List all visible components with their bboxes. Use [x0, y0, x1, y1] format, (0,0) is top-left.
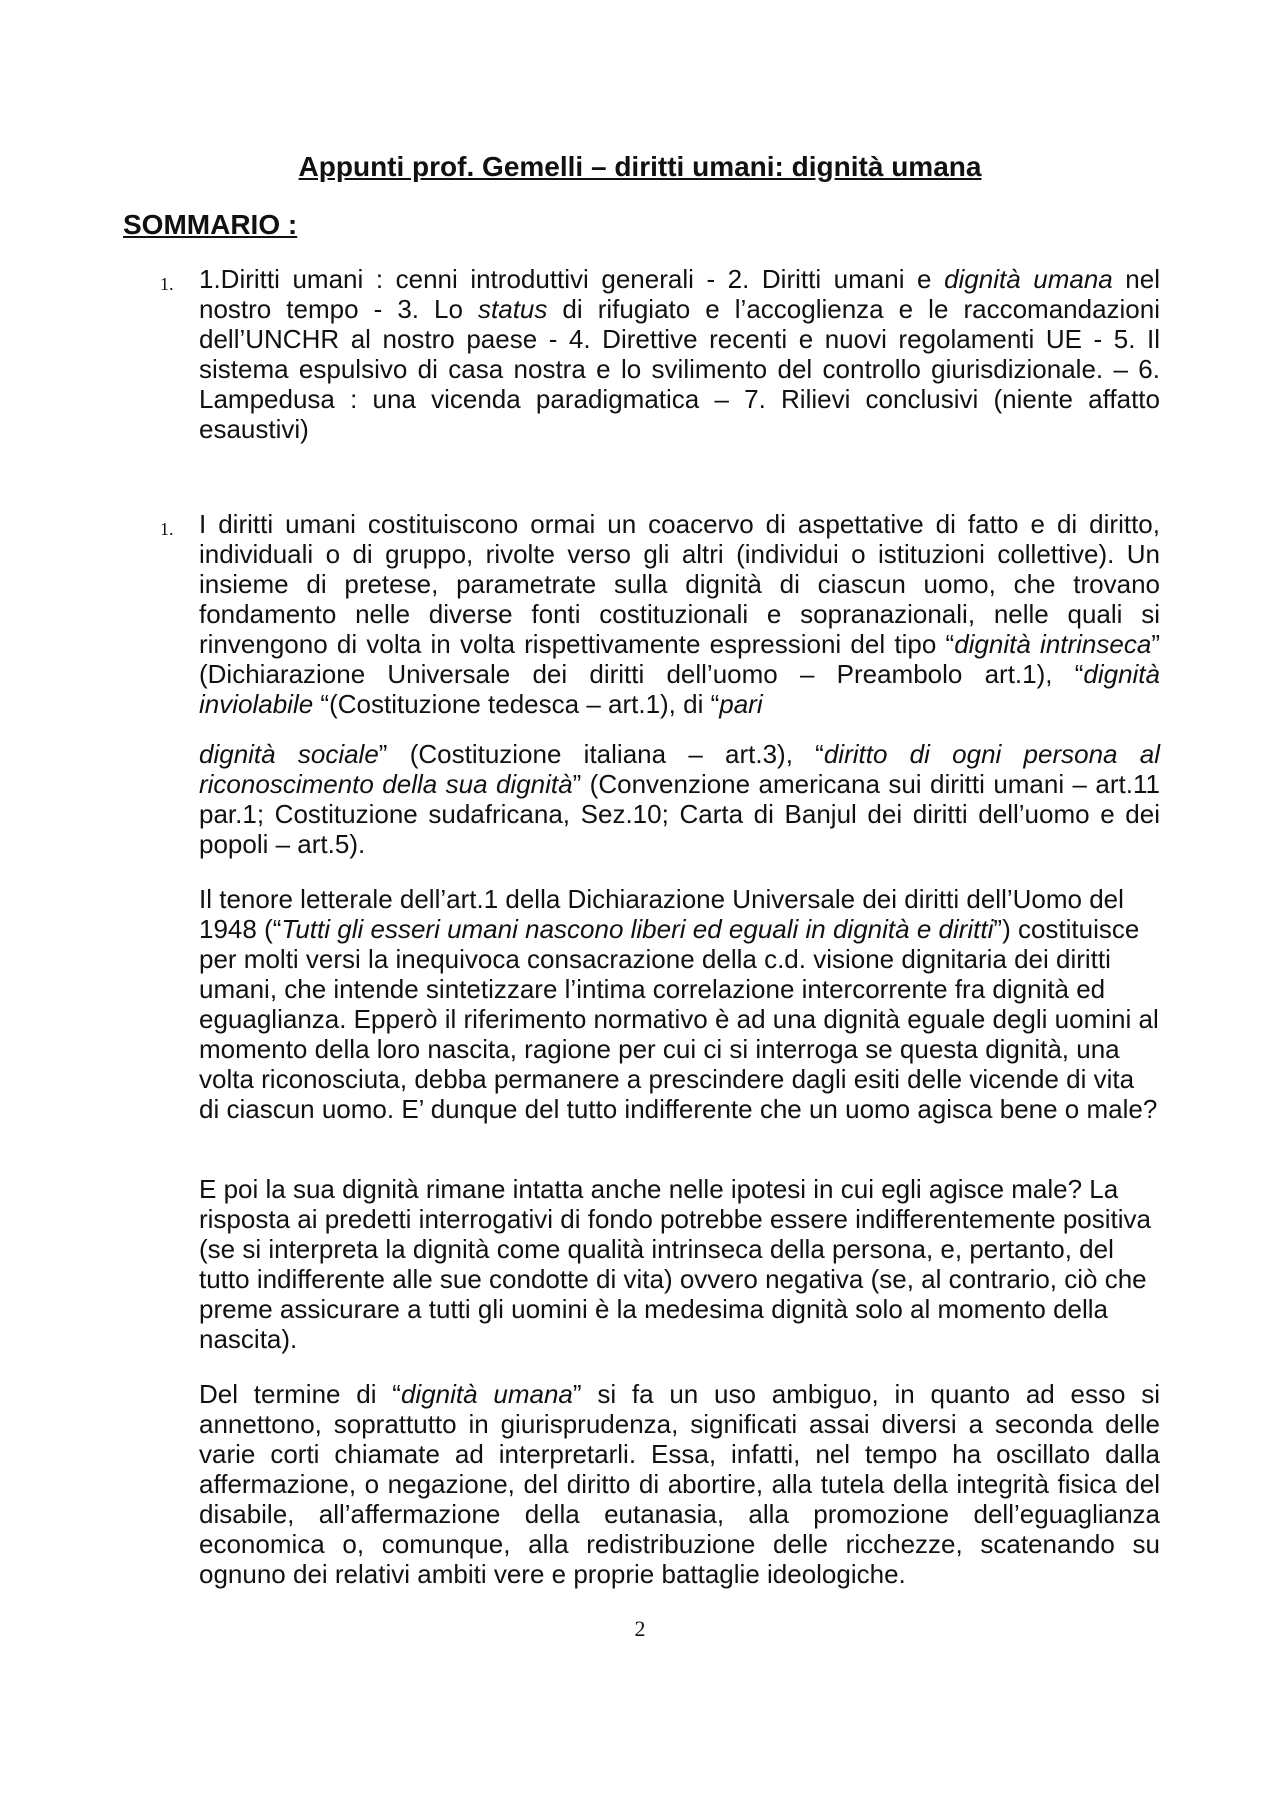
- sommario-text: 1.Diritti umani : cenni introduttivi generali - 2. Diritti umani e dignità umana nel nostro tempo - 3. Lo status di rifugiato e l’accoglienza e le raccomandazioni dell’UNCHR al nostro paese - 4. Direttive recenti e nuovi regolamenti UE - 5. Il sistema espulsivo di casa nostra e lo svilimento del controllo giurisdizionale. – 6. Lampedusa : una vicenda paradigmatica – 7. Rilievi conclusivi (niente affatto esaustivi): [199, 264, 1161, 444]
- paragraph: Del termine di “dignità umana” si fa un uso ambiguo, in quanto ad esso si annettono, soprattutto in giurisprudenza, significati assai diversi a seconda delle varie corti chiamate ad interpretarli. Essa, infatti, nel tempo ha oscillato dalla affermazione, o negazione, del diritto di abortire, alla tutela della integrità fisica del disabile, all’affermazione della eutanasia, alla promozione dell’eguaglianza economica o, comunque, alla redistribuzione delle ricchezze, scatenando su ognuno dei relativi ambiti vere e proprie battaglie ideologiche.: [199, 1379, 1161, 1589]
- list-marker: 1.: [160, 274, 174, 294]
- paragraph: dignità sociale” (Costituzione italiana – art.3), “diritto di ogni persona al riconoscimento della sua dignità” (Convenzione americana sui diritti umani – art.11 par.1; Costituzione sudafricana, Sez.10; Carta di Banjul dei diritti dell’uomo e dei popoli – art.5).: [199, 739, 1160, 859]
- list-marker: 1.: [160, 519, 174, 539]
- sommario-heading: SOMMARIO :: [123, 209, 298, 240]
- paragraph: E poi la sua dignità rimane intatta anche nelle ipotesi in cui egli agisce male? La risposta ai predetti interrogativi di fondo potrebbe essere indifferentemente positiva (se si interpreta la dignità come qualità intrinseca della persona, e, pertanto, del tutto indifferente alle sue condotte di vita) ovvero negativa (se, al contrario, ciò che preme assicurare a tutti gli uomini è la medesima dignità solo al momento della nascita).: [199, 1174, 1151, 1354]
- document-title: Appunti prof. Gemelli – diritti umani: dignità umana: [298, 151, 982, 182]
- page-number: 2: [634, 1616, 646, 1641]
- paragraph: I diritti umani costituiscono ormai un coacervo di aspettative di fatto e di diritto, individuali o di gruppo, rivolte verso gli altri (individui o istituzioni collettive). Un insieme di pretese, parametrate sulla dignità di ciascun uomo, che trovano fondamento nelle diverse fonti costituzionali e sopranazionali, nelle quali si rinvengono di volta in volta rispettivamente espressioni del tipo “dignità intrinseca” (Dichiarazione Universale dei diritti dell’uomo – Preambolo art.1), “dignità inviolabile “(Costituzione tedesca – art.1), di “pari: [199, 509, 1160, 719]
- paragraph: Il tenore letterale dell’art.1 della Dichiarazione Universale dei diritti dell’Uomo del 1948 (“Tutti gli esseri umani nascono liberi ed eguali in dignità e diritti”) costituisce per molti versi la inequivoca consacrazione della c.d. visione dignitaria dei diritti umani, che intende sintetizzare l’intima correlazione intercorrente fra dignità ed eguaglianza. Epperò il riferimento normativo è ad una dignità eguale degli uomini al momento della loro nascita, ragione per cui ci si interroga se questa dignità, una volta riconosciuta, debba permanere a prescindere dagli esiti delle vicende di vita di ciascun uomo. E’ dunque del tutto indifferente che un uomo agisca bene o male?: [199, 884, 1159, 1124]
